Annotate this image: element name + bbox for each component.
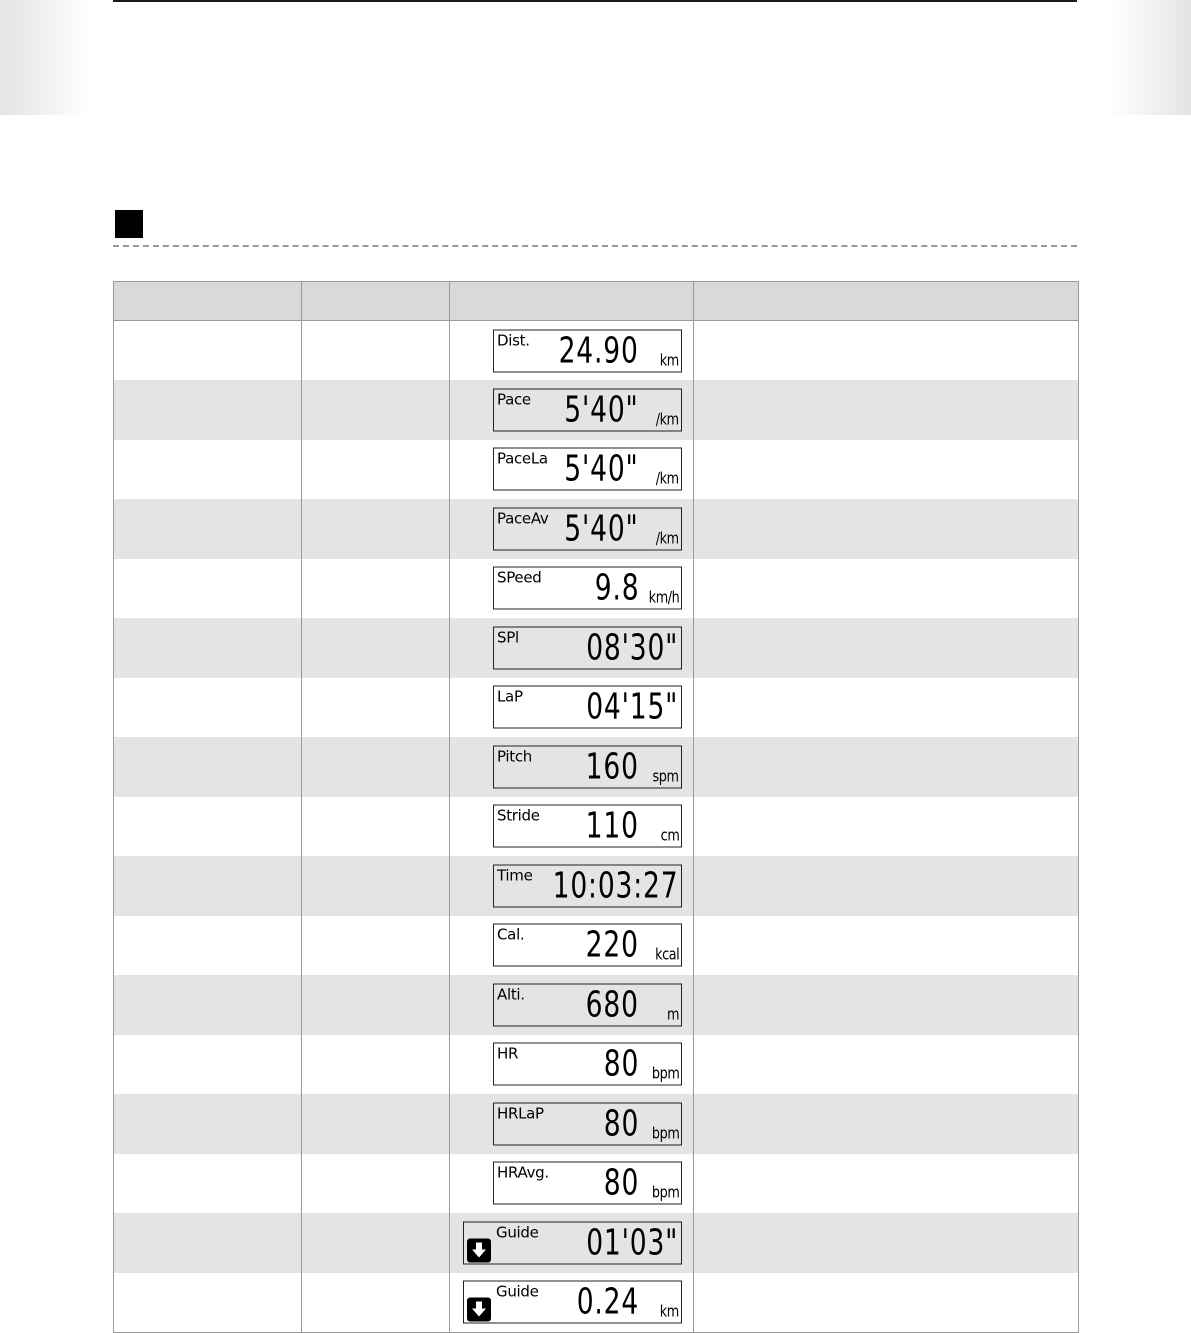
header-cell	[694, 282, 1079, 321]
table-cell	[114, 1035, 302, 1095]
lcd-unit: bpm	[651, 1123, 679, 1143]
lcd-label: HRAvg.	[497, 1163, 549, 1182]
header-cell	[114, 282, 302, 321]
header-cell	[302, 282, 450, 321]
table-cell	[114, 856, 302, 916]
lcd-display	[493, 507, 682, 550]
table-cell	[694, 321, 1079, 381]
lcd-value: 80	[603, 1162, 639, 1204]
table-row	[114, 499, 1079, 559]
table-cell	[114, 618, 302, 678]
lcd-unit: km	[659, 1301, 679, 1321]
table-row	[114, 1213, 1079, 1273]
lcd-unit: km/h	[648, 587, 679, 607]
lcd-value: 680	[585, 984, 639, 1026]
table-cell	[302, 499, 450, 559]
lcd-value: 5'40"	[564, 508, 639, 550]
lcd-unit: m	[666, 1004, 679, 1024]
table-cell	[302, 1154, 450, 1214]
table-row	[114, 1094, 1079, 1154]
table-cell	[694, 380, 1079, 440]
lcd-unit: spm	[652, 766, 679, 786]
display-image-cell	[450, 440, 694, 500]
table-cell	[302, 321, 450, 381]
lcd-display	[493, 329, 682, 372]
table-cell	[302, 856, 450, 916]
top-rule	[113, 0, 1077, 2]
table-cell	[114, 440, 302, 500]
table-cell	[694, 975, 1079, 1035]
table-row	[114, 618, 1079, 678]
table-cell	[302, 559, 450, 619]
lcd-label: PaceLa	[497, 449, 548, 468]
table-row	[114, 1154, 1079, 1214]
table-row	[114, 678, 1079, 738]
table-cell	[694, 737, 1079, 797]
table-cell	[302, 1213, 450, 1273]
lcd-value: 5'40"	[564, 448, 639, 490]
table-cell	[302, 1273, 450, 1333]
lcd-value: 04'15"	[585, 686, 678, 728]
lcd-label: LaP	[497, 687, 523, 706]
lcd-value: 110	[585, 805, 639, 847]
lcd-label: HRLaP	[497, 1104, 544, 1123]
display-image-cell	[450, 678, 694, 738]
table-cell	[114, 916, 302, 976]
display-image-cell	[450, 1154, 694, 1214]
lcd-display	[493, 388, 682, 431]
table-cell	[114, 678, 302, 738]
table-row	[114, 380, 1079, 440]
display-image-cell	[450, 1035, 694, 1095]
lcd-unit: kcal	[654, 944, 679, 964]
table-cell	[302, 618, 450, 678]
display-image-cell	[450, 856, 694, 916]
lcd-display	[493, 805, 682, 848]
table-cell	[114, 737, 302, 797]
table-cell	[694, 678, 1079, 738]
lcd-label: HR	[497, 1044, 519, 1063]
lcd-unit: cm	[660, 825, 679, 845]
display-image-cell	[450, 975, 694, 1035]
lcd-label: PaceAv	[497, 509, 549, 528]
table-cell	[694, 1035, 1079, 1095]
lcd-unit: /km	[656, 409, 679, 429]
display-image-cell	[450, 321, 694, 381]
table-cell	[302, 737, 450, 797]
lcd-label: Dist.	[497, 331, 530, 349]
table-cell	[114, 499, 302, 559]
table-cell	[694, 797, 1079, 857]
right-edge-tab	[1107, 0, 1191, 115]
lcd-label: Pitch	[497, 747, 533, 766]
display-image-cell	[450, 1094, 694, 1154]
table-row	[114, 916, 1079, 976]
arrow-down-icon	[467, 1238, 491, 1262]
table-row	[114, 797, 1079, 857]
lcd-unit: bpm	[651, 1063, 679, 1083]
lcd-value: 08'30"	[585, 627, 678, 669]
display-image-cell	[450, 618, 694, 678]
lcd-label: Stride	[497, 806, 540, 825]
lcd-display	[463, 1281, 682, 1324]
display-table	[113, 281, 1079, 1333]
lcd-label: Time	[497, 866, 533, 885]
display-image-cell	[450, 916, 694, 976]
table-cell	[694, 559, 1079, 619]
table-cell	[302, 916, 450, 976]
lcd-value: 220	[585, 924, 639, 966]
lcd-display	[493, 686, 682, 729]
table-header-row	[114, 282, 1079, 321]
lcd-label: SPeed	[497, 568, 542, 587]
table-cell	[302, 797, 450, 857]
display-image-cell	[450, 797, 694, 857]
lcd-value: 24.90	[558, 330, 639, 371]
table-row	[114, 1273, 1079, 1333]
lcd-value: 160	[585, 746, 639, 788]
lcd-display	[493, 924, 682, 967]
lcd-display	[493, 1102, 682, 1145]
lcd-display	[493, 448, 682, 491]
table-cell	[302, 678, 450, 738]
table-cell	[302, 440, 450, 500]
lcd-label: Alti.	[497, 985, 525, 1004]
lcd-unit: bpm	[651, 1182, 679, 1202]
table-cell	[114, 975, 302, 1035]
table-row	[114, 1035, 1079, 1095]
table-row	[114, 856, 1079, 916]
table-cell	[694, 1213, 1079, 1273]
lcd-value: 10:03:27	[552, 865, 678, 907]
table-cell	[114, 1094, 302, 1154]
display-image-cell	[450, 559, 694, 619]
table-cell	[114, 321, 302, 381]
lcd-label: Cal.	[497, 925, 525, 944]
table-cell	[114, 797, 302, 857]
lcd-label: Guide	[496, 1282, 539, 1301]
lcd-unit: /km	[656, 528, 679, 548]
lcd-label: SPl	[497, 628, 519, 647]
lcd-display	[493, 864, 682, 907]
arrow-down-icon	[467, 1298, 491, 1322]
table-cell	[694, 440, 1079, 500]
table-cell	[694, 1154, 1079, 1214]
display-image-cell	[450, 1213, 694, 1273]
table-cell	[694, 1094, 1079, 1154]
section-divider	[113, 245, 1077, 247]
display-image-cell	[450, 499, 694, 559]
left-edge-tab	[0, 0, 90, 115]
table-cell	[302, 1035, 450, 1095]
lcd-unit: /km	[656, 468, 679, 488]
lcd-label: Pace	[497, 390, 531, 409]
table-cell	[114, 1213, 302, 1273]
lcd-display	[493, 1043, 682, 1086]
header-cell	[450, 282, 694, 321]
table-cell	[694, 856, 1079, 916]
lcd-display	[493, 983, 682, 1026]
table-cell	[694, 1273, 1079, 1333]
table-cell	[114, 380, 302, 440]
table-cell	[302, 380, 450, 440]
table-row	[114, 975, 1079, 1035]
section-marker	[115, 210, 143, 238]
lcd-value: 0.24	[576, 1281, 639, 1323]
lcd-value: 9.8	[594, 567, 639, 609]
table-cell	[694, 618, 1079, 678]
table-cell	[114, 1154, 302, 1214]
table-cell	[694, 916, 1079, 976]
lcd-value: 01'03"	[585, 1222, 678, 1264]
display-image-cell	[450, 380, 694, 440]
table-cell	[302, 1094, 450, 1154]
lcd-display	[493, 567, 682, 610]
display-image-cell	[450, 737, 694, 797]
lcd-display	[493, 745, 682, 788]
lcd-display	[463, 1221, 682, 1264]
table-cell	[114, 1273, 302, 1333]
table-cell	[302, 975, 450, 1035]
display-image-cell	[450, 1273, 694, 1333]
lcd-display	[493, 626, 682, 669]
lcd-value: 80	[603, 1043, 639, 1085]
lcd-display	[493, 1162, 682, 1205]
lcd-value: 5'40"	[564, 389, 639, 431]
table-row	[114, 321, 1079, 381]
table-cell	[694, 499, 1079, 559]
table-cell	[114, 559, 302, 619]
lcd-value: 80	[603, 1103, 639, 1145]
table-row	[114, 440, 1079, 500]
table-row	[114, 559, 1079, 619]
lcd-label: Guide	[496, 1223, 539, 1242]
table-row	[114, 737, 1079, 797]
lcd-unit: km	[659, 350, 679, 369]
